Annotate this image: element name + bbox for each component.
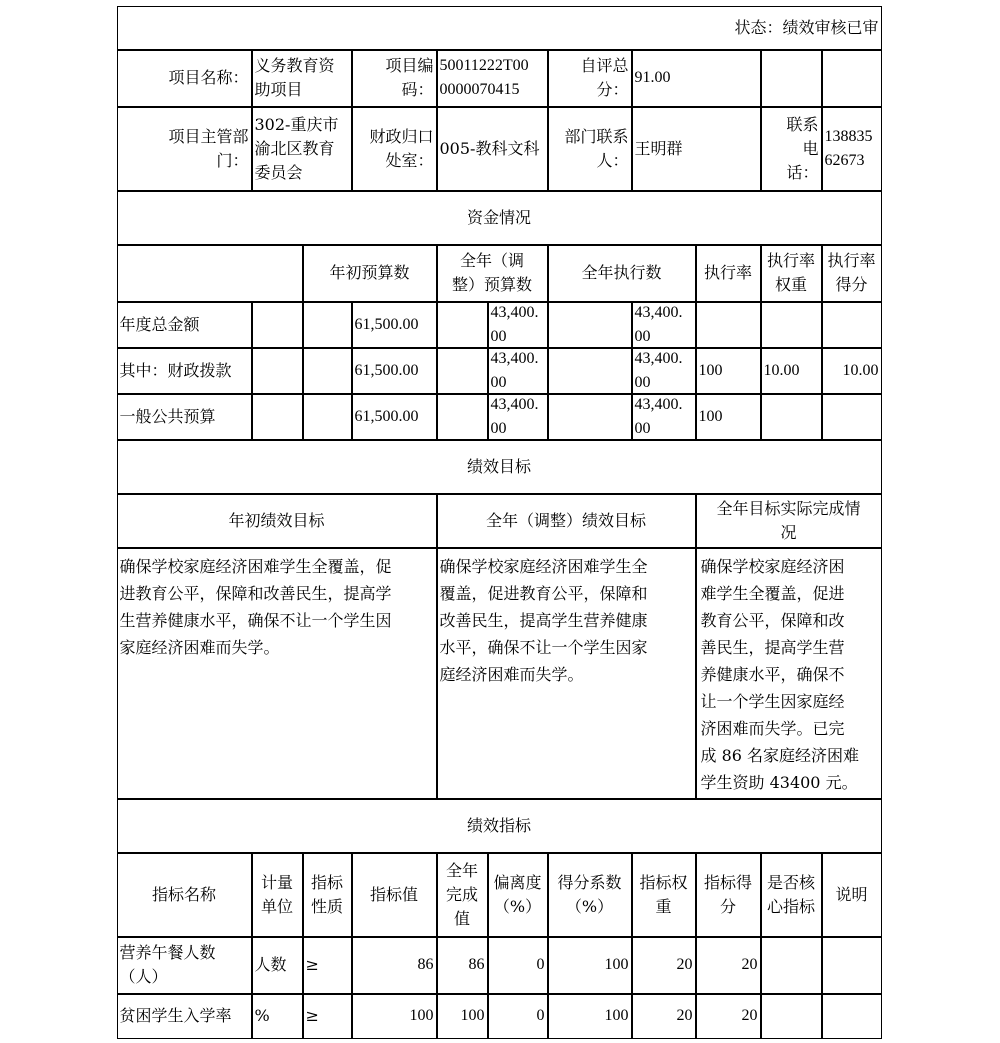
- fund-initial-value: 61,500.00: [354, 361, 419, 379]
- indicator-nature: ≥: [305, 1006, 319, 1025]
- fund-executed-cell: [632, 302, 696, 348]
- indicator-unit-cell: [252, 994, 303, 1039]
- score-header-cell: [696, 853, 761, 937]
- self-score-label: 自评总 分：: [580, 56, 629, 99]
- indicator-name: 营养午餐人数 （人）: [119, 943, 216, 986]
- phone-label-cell: [761, 107, 822, 191]
- rate-score-header-cell: [822, 245, 882, 302]
- status-text: 状态：绩效审核已审: [734, 17, 879, 37]
- indicator-coef: 100: [604, 1007, 629, 1024]
- adjusted-budget-header-cell: [437, 245, 548, 302]
- actual-goal-text-cell: [696, 548, 882, 799]
- status-cell: [117, 6, 882, 50]
- indicator-name: 贫困学生入学率: [119, 1006, 232, 1025]
- note-header: 说明: [835, 884, 868, 904]
- blank-cell: [252, 302, 303, 348]
- adjusted-budget-header: 全年（调 整）预算数: [451, 251, 532, 294]
- indicator-weight: 20: [676, 956, 693, 973]
- blank-cell: [548, 394, 632, 440]
- unit-header: 计量 单位: [260, 872, 293, 916]
- project-code-value-cell: [437, 50, 548, 107]
- fund-rate-cell: [696, 302, 761, 348]
- score-header: 指标得 分: [703, 872, 752, 916]
- indicator-nature-cell: [303, 937, 352, 994]
- indicator-note: [825, 995, 879, 1038]
- target-value-header: 指标值: [369, 884, 418, 904]
- fund-adjusted-cell: [488, 394, 548, 440]
- fund-rate-value: 100: [698, 407, 723, 425]
- finance-office-label: 财政归口 处室：: [369, 126, 434, 170]
- dept-label-cell: [117, 107, 252, 191]
- fund-executed-value: 43,400. 00: [634, 349, 683, 391]
- fund-score-value: [825, 303, 879, 347]
- project-code-label: 项目编 码：: [385, 56, 434, 99]
- blank-cell: [303, 348, 352, 394]
- note-header-cell: [822, 853, 882, 937]
- phone-value: 138835 62673: [824, 127, 873, 169]
- fund-row-label-cell: [117, 348, 252, 394]
- project-code-label-cell: [352, 50, 437, 107]
- indicator-name-cell: [117, 937, 252, 994]
- fund-executed-cell: [632, 348, 696, 394]
- indicator-core: [764, 938, 819, 993]
- blank-cell: [437, 348, 488, 394]
- fund-executed-value: 43,400. 00: [634, 395, 683, 437]
- contact-value: 王明群: [634, 138, 683, 158]
- indicator-core: [764, 995, 819, 1038]
- indicator-score: 20: [741, 956, 758, 973]
- indicators-section-title: 绩效指标: [466, 815, 531, 835]
- indicator-score: 20: [741, 1007, 758, 1024]
- indicators-section-title-cell: [117, 799, 882, 853]
- fund-score-cell: [822, 302, 882, 348]
- indicator-completed: 86: [468, 956, 485, 973]
- blank-cell: [761, 50, 822, 107]
- initial-goal-header: 年初绩效目标: [228, 510, 325, 530]
- self-score-value: 91.00: [634, 69, 671, 86]
- blank-cell: [252, 348, 303, 394]
- finance-office-value-cell: [437, 107, 548, 191]
- indicator-score-cell: [696, 937, 761, 994]
- fund-weight-cell: [761, 348, 822, 394]
- initial-goal-text: 确保学校家庭经济困难学生全覆盖，促 进教育公平，保障和改善民生，提高学 生营养健康水平，确保不让一个学生因 家庭经济困难而失学。: [119, 556, 392, 657]
- indicator-completed: 100: [460, 1007, 485, 1024]
- weight-header-cell: [632, 853, 696, 937]
- project-name-value-cell: [252, 50, 352, 107]
- completed-header: 全年 完成 值: [445, 860, 478, 928]
- dept-label: 项目主管部 门：: [168, 126, 249, 170]
- fund-row-label: 其中：财政拨款: [119, 360, 232, 380]
- indicator-deviation: 0: [536, 1007, 545, 1024]
- project-name-label-cell: [117, 50, 252, 107]
- indicator-coef: 100: [604, 956, 629, 973]
- exec-rate-header-cell: [696, 245, 761, 302]
- funds-section-title: 资金情况: [466, 207, 531, 227]
- indicator-nature: ≥: [305, 955, 319, 974]
- fund-adjusted-cell: [488, 348, 548, 394]
- project-name-value: 义务教育资 助项目: [254, 56, 335, 99]
- unit-header-cell: [252, 853, 303, 937]
- indicator-coef-cell: [548, 994, 632, 1039]
- fund-rate-value: 100: [698, 361, 723, 379]
- actual-goal-text: 确保学校家庭经济困 难学生全覆盖，促进 教育公平，保障和改 善民生，提高学生营 养健康水平，确保不 让一个学生因家庭经 济困难而失学。已完 成 86 名家庭经济困难 学生资助 43400 元。: [700, 556, 860, 792]
- coef-header-cell: [548, 853, 632, 937]
- indicator-unit: 人数: [254, 955, 287, 974]
- executed-header: 全年执行数: [581, 263, 662, 282]
- fund-weight-value: 10.00: [763, 361, 800, 379]
- self-score-label-cell: [548, 50, 632, 107]
- initial-budget-header: 年初预算数: [329, 263, 410, 282]
- target-value-header-cell: [352, 853, 437, 937]
- fund-adjusted-value: 43,400. 00: [490, 303, 539, 345]
- indicator-weight: 20: [676, 1007, 693, 1024]
- rate-weight-header: 执行率 权重: [766, 251, 815, 294]
- fund-weight-cell: [761, 394, 822, 440]
- indicator-deviation: 0: [536, 956, 545, 973]
- exec-rate-header: 执行率: [703, 263, 752, 282]
- indicator-name-cell: [117, 994, 252, 1039]
- project-name-label: 项目名称：: [168, 68, 249, 87]
- indicator-note-cell: [822, 994, 882, 1039]
- indicator-nature-cell: [303, 994, 352, 1039]
- blank-cell: [822, 50, 882, 107]
- fund-score-value: 10.00: [842, 361, 879, 379]
- fund-initial-cell: [352, 302, 437, 348]
- indicator-weight-cell: [632, 937, 696, 994]
- indicator-deviation-cell: [488, 937, 548, 994]
- actual-goal-header-cell: [696, 494, 882, 548]
- coef-header: 得分系数 （%）: [557, 872, 622, 916]
- blank-cell: [437, 394, 488, 440]
- fund-score-cell: [822, 348, 882, 394]
- adjusted-goal-text: 确保学校家庭经济困难学生全 覆盖，促进教育公平，保障和 改善民生，提高学生营养健康 水平，确保不让一个学生因家 庭经济困难而失学。: [439, 556, 648, 684]
- funds-section-title-cell: [117, 191, 882, 245]
- fund-adjusted-value: 43,400. 00: [490, 395, 539, 437]
- fund-weight-cell: [761, 302, 822, 348]
- fund-weight-value: [764, 303, 819, 347]
- indicator-completed-cell: [437, 994, 488, 1039]
- contact-label: 部门联系 人：: [564, 126, 629, 170]
- indicator-value: 86: [417, 956, 434, 973]
- blank-cell: [303, 394, 352, 440]
- finance-office-value: 005-教科文科: [439, 138, 540, 158]
- fund-row-label: 年度总金额: [119, 314, 200, 334]
- self-score-value-cell: [632, 50, 761, 107]
- fund-initial-cell: [352, 394, 437, 440]
- indicator-weight-cell: [632, 994, 696, 1039]
- indicator-coef-cell: [548, 937, 632, 994]
- fund-adjusted-cell: [488, 302, 548, 348]
- rate-score-header: 执行率 得分: [827, 251, 876, 294]
- indicator-value: 100: [409, 1007, 434, 1024]
- project-code-value: 50011222T00 0000070415: [439, 57, 529, 98]
- fund-score-cell: [822, 394, 882, 440]
- fund-rate-value: [699, 303, 758, 347]
- core-header: 是否核 心指标: [766, 872, 815, 916]
- initial-budget-header-cell: [303, 245, 437, 302]
- blank-cell: [303, 302, 352, 348]
- indicator-unit: %: [254, 1006, 270, 1025]
- adjusted-goal-text-cell: [437, 548, 696, 799]
- executed-header-cell: [548, 245, 696, 302]
- indicator-deviation-cell: [488, 994, 548, 1039]
- goals-section-title: 绩效目标: [466, 456, 531, 476]
- indicator-name-header: 指标名称: [151, 884, 216, 904]
- completed-header-cell: [437, 853, 488, 937]
- indicator-note-cell: [822, 937, 882, 994]
- fund-rate-cell: [696, 348, 761, 394]
- phone-label: 联系 电 话：: [786, 114, 819, 182]
- core-header-cell: [761, 853, 822, 937]
- dept-value-cell: [252, 107, 352, 191]
- indicator-core-cell: [761, 994, 822, 1039]
- fund-initial-cell: [352, 348, 437, 394]
- indicator-score-cell: [696, 994, 761, 1039]
- blank-cell: [548, 348, 632, 394]
- fund-rate-cell: [696, 394, 761, 440]
- fund-executed-cell: [632, 394, 696, 440]
- fund-executed-value: 43,400. 00: [634, 303, 683, 345]
- nature-header: 指标 性质: [310, 872, 343, 916]
- blank-cell: [548, 302, 632, 348]
- blank-cell: [252, 394, 303, 440]
- fund-row-label-cell: [117, 394, 252, 440]
- deviation-header-cell: [488, 853, 548, 937]
- indicator-core-cell: [761, 937, 822, 994]
- fund-score-value: [825, 395, 879, 439]
- deviation-header: 偏离度 （%）: [493, 872, 542, 916]
- phone-value-cell: [822, 107, 882, 191]
- fund-weight-value: [764, 395, 819, 439]
- rate-weight-header-cell: [761, 245, 822, 302]
- fund-row-label: 一般公共预算: [119, 406, 216, 426]
- initial-goal-header-cell: [117, 494, 437, 548]
- funds-header-blank-cell: [117, 245, 303, 302]
- contact-label-cell: [548, 107, 632, 191]
- initial-goal-text-cell: [117, 548, 437, 799]
- indicator-value-cell: [352, 937, 437, 994]
- fund-initial-value: 61,500.00: [354, 315, 419, 333]
- blank-cell: [437, 302, 488, 348]
- weight-header: 指标权 重: [639, 872, 688, 916]
- goals-section-title-cell: [117, 440, 882, 494]
- actual-goal-header: 全年目标实际完成情 况: [716, 498, 861, 542]
- adjusted-goal-header: 全年（调整）绩效目标: [485, 510, 646, 530]
- dept-value: 302-重庆市 渝北区教育 委员会: [254, 114, 339, 182]
- nature-header-cell: [303, 853, 352, 937]
- indicator-name-header-cell: [117, 853, 252, 937]
- adjusted-goal-header-cell: [437, 494, 696, 548]
- indicator-unit-cell: [252, 937, 303, 994]
- finance-office-label-cell: [352, 107, 437, 191]
- fund-adjusted-value: 43,400. 00: [490, 349, 539, 391]
- indicator-completed-cell: [437, 937, 488, 994]
- fund-initial-value: 61,500.00: [354, 407, 419, 425]
- contact-value-cell: [632, 107, 761, 191]
- fund-row-label-cell: [117, 302, 252, 348]
- indicator-note: [825, 938, 879, 993]
- indicator-value-cell: [352, 994, 437, 1039]
